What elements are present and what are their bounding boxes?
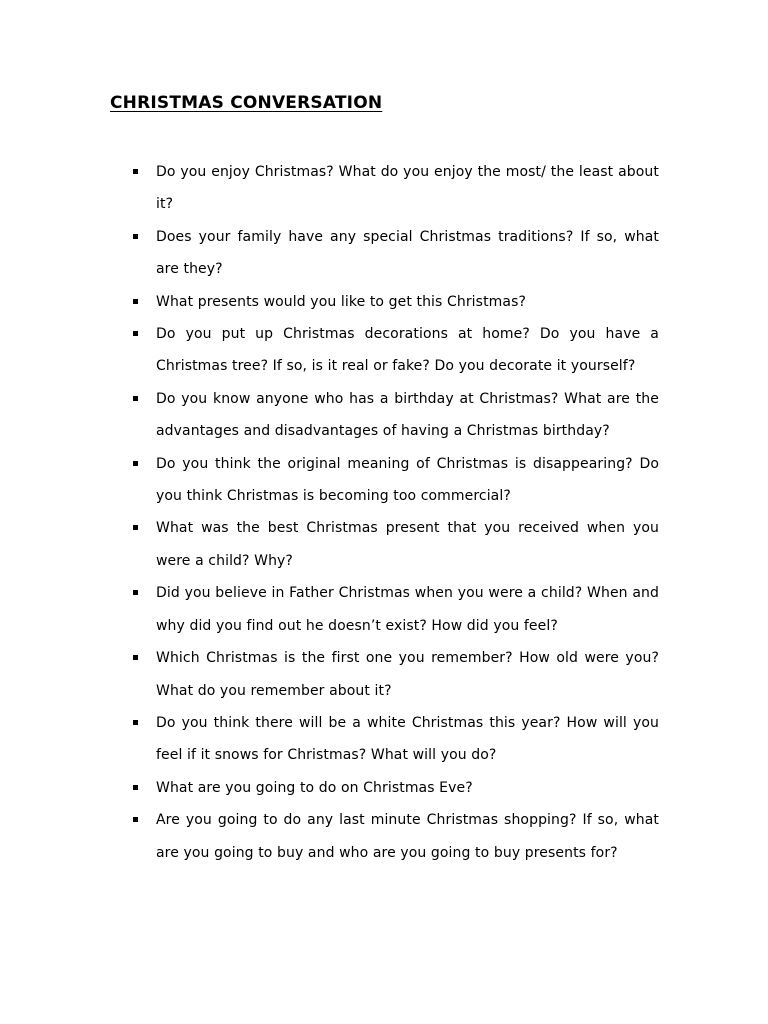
list-item [133,221,659,286]
bullet-icon [133,169,138,174]
bullet-icon [133,817,138,822]
list-item [133,448,659,513]
list-item [133,707,659,772]
question-text: Do you enjoy Christmas? What do you enjoy the most/ the least about it? [156,164,659,213]
question-text: Do you think there will be a white Christmas this year? How will you feel if it snows for Christmas? What will you do? [156,714,659,764]
question-text: Which Christmas is the first one you remember? How old were you? What do you remember about it? [156,650,659,699]
question-text: Does your family have any special Christmas traditions? If so, what are they? [156,228,659,278]
list-item [133,642,659,707]
bullet-icon [133,461,138,466]
list-item [133,772,659,804]
question-text: Do you put up Christmas decorations at home? Do you have a Christmas tree? If so, is it real or fake? Do you decorate it yourself? [156,326,659,375]
question-list [133,156,659,869]
page-title: CHRISTMAS CONVERSATION [110,93,383,113]
question-text: Are you going to do any last minute Christmas shopping? If so, what are you going to buy and who are you going to buy presents for? [156,812,659,861]
bullet-icon [133,396,138,401]
bullet-icon [133,299,138,304]
bullet-icon [133,525,138,530]
bullet-icon [133,331,138,336]
list-item [133,383,659,448]
question-text: Do you think the original meaning of Christmas is disappearing? Do you think Christmas is becoming too commercial? [156,455,659,505]
bullet-icon [133,785,138,790]
question-text: Do you know anyone who has a birthday at Christmas? What are the advantages and disadvantages of having a Christmas birthday? [156,390,659,440]
list-item [133,156,659,221]
bullet-icon [133,234,138,239]
list-item [133,804,659,869]
question-text: What presents would you like to get this Christmas? [156,293,526,310]
list-item [133,318,659,383]
list-item [133,577,659,642]
bullet-icon [133,590,138,595]
question-text: Did you believe in Father Christmas when you were a child? When and why did you find out he doesn’t exist? How did you feel? [156,585,659,634]
question-text: What was the best Christmas present that you received when you were a child? Why? [156,520,659,569]
bullet-icon [133,655,138,660]
bullet-icon [133,720,138,725]
list-item [133,512,659,577]
question-text: What are you going to do on Christmas Eve? [156,779,473,796]
list-item [133,286,659,318]
